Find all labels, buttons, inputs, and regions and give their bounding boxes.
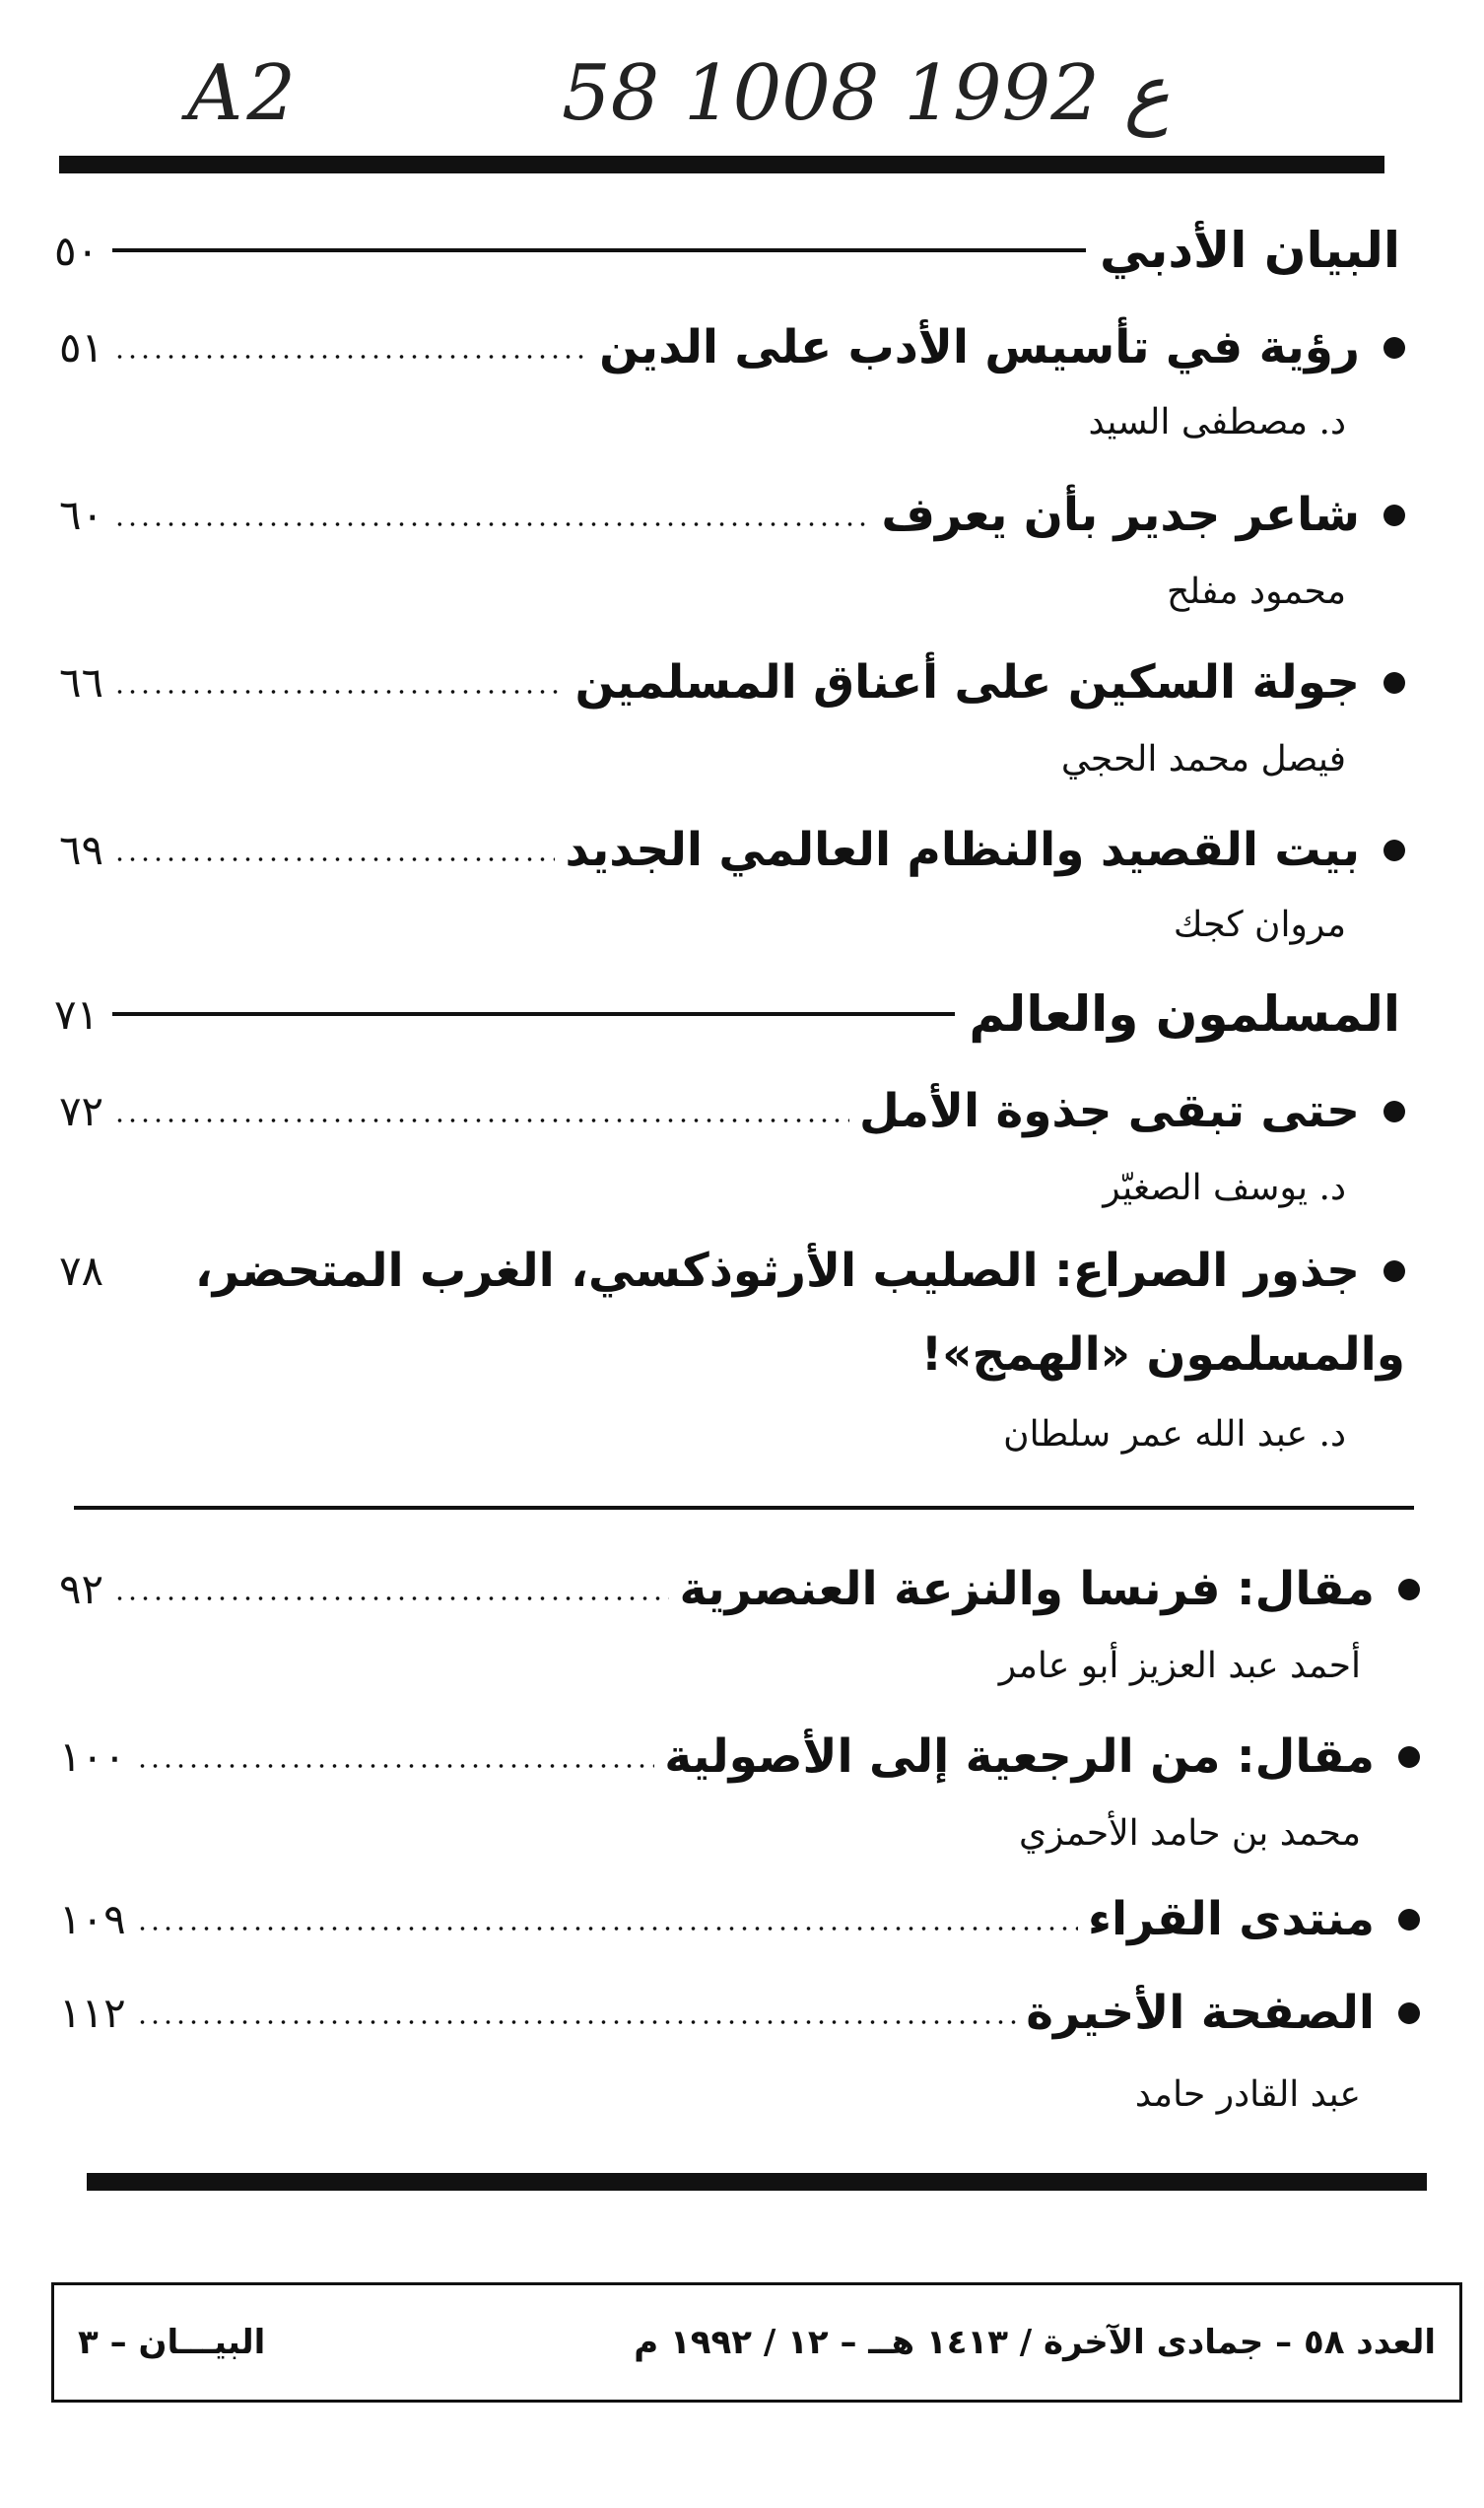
bullet-icon [1398,2002,1420,2024]
entry-author: د. عبد الله عمر سلطان [1003,1414,1346,1455]
page-number: ٦٦ [59,658,104,707]
page-number: ٥٠ [54,226,100,275]
section-title: البيان الأدبي [1100,222,1400,279]
issue-line: العدد ٥٨ – جمادى الآخرة / ١٤١٣ هــ – ١٢ / ١٩٩٢ م [634,2323,1436,2362]
entry-author: فيصل محمد الحجي [1060,739,1346,780]
bullet-icon [1383,505,1405,526]
leader-dots [136,1764,655,1768]
entry-author: أحمد عبد العزيز أبو عامر [998,1646,1361,1686]
entry-title: جذور الصراع: الصليب الأرثوذكسي، الغرب المتحضر، [194,1244,1360,1298]
entry-author: مروان كجك [1173,905,1346,945]
bottom-rule [87,2173,1427,2191]
toc-entry[interactable] [59,1729,1420,1784]
entry-author: محمود مفلح [1166,572,1346,612]
page-number: ١٠٩ [59,1895,126,1943]
bullet-icon [1398,1909,1420,1931]
toc-entry[interactable] [59,1986,1420,2040]
page-number: ٧٨ [59,1247,104,1295]
issue-footer [51,2282,1462,2403]
leader-dots [136,2020,1017,2024]
leader-dots [113,355,589,359]
toc-entry[interactable] [59,1244,1405,1382]
entry-title: شاعر جدير بأن يعرف [881,488,1360,542]
bullet-icon [1383,1260,1405,1282]
page-number: ٦٩ [59,826,104,874]
entry-title: رؤية في تأسيس الأدب على الدين [599,320,1360,374]
entry-author: د. مصطفى السيد [1088,402,1346,442]
page-number: ٩٢ [59,1565,104,1613]
section-divider [74,1506,1414,1510]
bullet-icon [1398,1746,1420,1768]
page-number: ٥١ [59,323,104,372]
toc-entry[interactable] [59,488,1405,542]
magazine-page-label: البيـــان – ٣ [78,2323,266,2362]
leader-dots [113,522,871,526]
page-number: ٧٢ [59,1087,104,1135]
entry-title-line2: والمسلمون «الهمج»! [920,1327,1405,1382]
toc-entry[interactable] [59,320,1405,374]
leader-dots [113,690,565,694]
top-rule [59,156,1384,173]
bullet-icon [1383,672,1405,694]
bullet-icon [1398,1579,1420,1600]
entry-title: الصفحة الأخيرة [1026,1986,1375,2040]
page-number: ١٠٠ [59,1732,126,1781]
entry-title: جولة السكين على أعناق المسلمين [574,655,1360,710]
page-number: ٦٠ [59,491,104,539]
toc-entry[interactable] [59,1562,1420,1616]
entry-title: حتى تبقى جذوة الأمل [858,1084,1360,1138]
entry-title: مقال: فرنسا والنزعة العنصرية [679,1562,1375,1616]
toc-entry[interactable] [59,1084,1405,1138]
section-header-literary [54,222,1400,279]
bullet-icon [1383,337,1405,359]
section-line [112,248,1086,252]
page-number: ١١٢ [59,1989,126,2037]
entry-title: منتدى القراء [1087,1892,1375,1946]
entry-title-line [59,1244,1405,1298]
entry-author: عبد القادر حامد [1134,2074,1361,2115]
bullet-icon [1383,1101,1405,1122]
entry-title: مقال: من الرجعية إلى الأصولية [664,1729,1375,1784]
leader-dots [113,1596,669,1600]
bullet-icon [1383,840,1405,861]
entry-author: د. يوسف الصغيّر [1103,1168,1346,1208]
section-title: المسلمون والعالم [969,985,1400,1043]
entry-title: بيت القصيد والنظام العالمي الجديد [565,823,1360,877]
page-number: ٧١ [54,989,100,1039]
toc-entry[interactable] [59,655,1405,710]
leader-dots [113,1118,849,1122]
section-line [112,1012,955,1016]
leader-dots [113,857,555,861]
entry-author: محمد بن حامد الأحمزي [1018,1813,1361,1854]
section-header-muslims-world [54,985,1400,1043]
leader-dots [136,1927,1078,1931]
handwritten-mark-left: A2 [187,49,300,138]
handwritten-mark-right: 58 ع 1992 1008 [562,49,1171,138]
toc-entry[interactable] [59,823,1405,877]
toc-entry[interactable] [59,1892,1420,1946]
